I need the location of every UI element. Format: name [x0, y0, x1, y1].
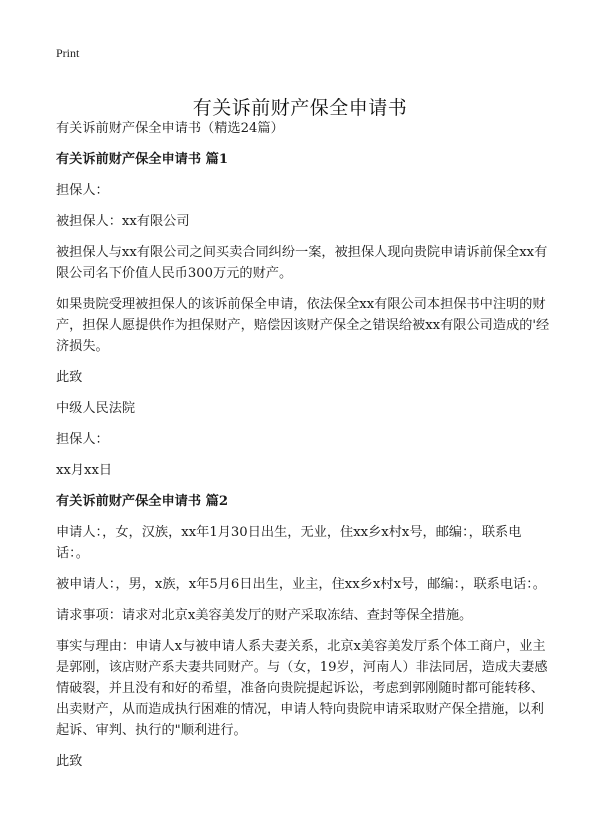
print-link[interactable]: Print [56, 46, 80, 60]
paragraph: 被担保人与xx有限公司之间买卖合同纠纷一案，被担保人现向贵院申请诉前保全xx有限公司名下价值人民币300万元的财产。 [56, 245, 548, 281]
paragraph: 请求事项：请求对北京x美容美发厅的财产采取冻结、查封等保全措施。 [56, 608, 473, 623]
paragraph: 如果贵院受理被担保人的该诉前保全申请，依法保全xx有限公司本担保书中注明的财产，担保人愿提供作为担保财产，赔偿因该财产保全之错误给被xx有限公司造成的'经济损失。 [56, 297, 550, 354]
document-subtitle: 有关诉前财产保全申请书（精选24篇） [56, 121, 284, 136]
section-heading: 有关诉前财产保全申请书 篇1 [56, 152, 229, 167]
paragraph: 中级人民法院 [56, 401, 136, 416]
paragraph: 被申请人：，男，x族，x年5月6日出生，业主，住xx乡x村x号，邮编：，联系电话：。 [56, 577, 546, 592]
paragraph: xx月xx日 [56, 463, 113, 478]
paragraph: 担保人： [56, 432, 109, 447]
document-title: 有关诉前财产保全申请书 [192, 96, 408, 119]
section-heading: 有关诉前财产保全申请书 篇2 [56, 494, 229, 509]
paragraph: 申请人：，女，汉族，xx年1月30日出生，无业，住xx乡x村x号，邮编：，联系电话：。 [56, 525, 522, 561]
paragraph: 担保人： [56, 183, 109, 198]
paragraph: 被担保人：xx有限公司 [56, 214, 190, 229]
document-body [56, 118, 552, 782]
paragraph: 此致 [56, 370, 83, 385]
paragraph: 事实与理由：申请人x与被申请人系夫妻关系，北京x美容美发厅系个体工商户，业主是郭刚，该店财产系夫妻共同财产。与（女，19岁，河南人）非法同居，造成夫妻感情破裂，并且没有和好的希望，准备向贵院提起诉讼，考虑到郭刚随时都可能转移、出卖财产，从而造成执行困难的情况，申请人特向贵院申请采取财产保全措施，以利起诉、审判、执行的"顺利进行。 [56, 639, 548, 738]
paragraph: 此致 [56, 754, 83, 769]
